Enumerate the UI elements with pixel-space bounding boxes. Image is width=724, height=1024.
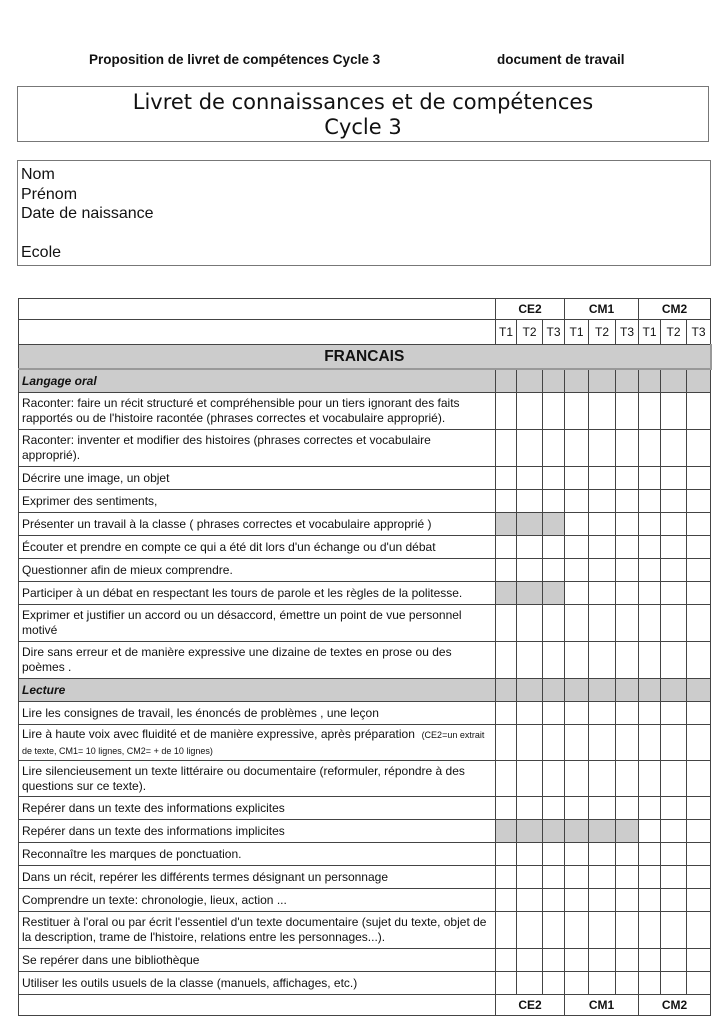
term-cm1-t2: T2	[589, 320, 616, 345]
table-row: Exprimer et justifier un accord ou un désaccord, émettre un point de vue personnel motivé	[19, 605, 711, 642]
document-header	[0, 52, 724, 70]
table-row: Utiliser les outils usuels de la classe (manuels, affichages, etc.)	[19, 972, 711, 995]
label-prenom[interactable]: Prénom	[21, 185, 78, 203]
table-row: Dire sans erreur et de manière expressive une dizaine de textes en prose ou des poèmes .	[19, 642, 711, 679]
levels-footer-row	[19, 995, 711, 1016]
table-row: Lire les consignes de travail, les énoncés de problèmes , une leçon	[19, 702, 711, 725]
table-row: Exprimer des sentiments,	[19, 490, 711, 513]
table-row: Questionner afin de mieux comprendre.	[19, 559, 711, 582]
table-row: Écouter et prendre en compte ce qui a été dit lors d'un échange ou d'un débat	[19, 536, 711, 559]
term-ce2-t1: T1	[496, 320, 517, 345]
title-box	[17, 86, 709, 142]
table-row: Reconnaître les marques de ponctuation.	[19, 843, 711, 866]
footer-level-ce2: CE2	[496, 995, 565, 1016]
footer-level-cm2: CM2	[639, 995, 711, 1016]
label-date-naissance[interactable]: Date de naissance	[21, 205, 154, 222]
table-row: Raconter: inventer et modifier des histoires (phrases correctes et vocabulaire approprié).	[19, 430, 711, 467]
table-row: Comprendre un texte: chronologie, lieux, action ...	[19, 889, 711, 912]
table-row: Repérer dans un texte des informations explicites	[19, 797, 711, 820]
terms-header-row	[19, 320, 711, 345]
term-cm1-t1: T1	[565, 320, 589, 345]
term-cm1-t3: T3	[616, 320, 639, 345]
table-row: Lire silencieusement un texte littéraire ou documentaire (reformuler, répondre à des questions sur ce texte).	[19, 761, 711, 797]
table-row: Raconter: faire un récit structuré et compréhensible pour un tiers ignorant des faits rapportés ou de l'histoire racontée (phrases correctes et vocabulaire approprié).	[19, 393, 711, 430]
student-info-box	[17, 160, 711, 266]
category-lecture: Lecture	[19, 679, 496, 702]
levels-header-row	[19, 299, 711, 320]
header-document-de-travail: document de travail	[497, 52, 625, 67]
term-cm2-t1: T1	[639, 320, 661, 345]
category-lecture-row	[19, 679, 711, 702]
level-cm1: CM1	[565, 299, 639, 320]
title-line-1: Livret de connaissances et de compétences	[132, 90, 594, 114]
table-row: Lire à haute voix avec fluidité et de manière expressive, après préparation (CE2=un extrait de texte, CM1= 10 lignes, CM2= + de 10 lignes)	[19, 725, 711, 761]
table-row: Repérer dans un texte des informations implicites	[19, 820, 711, 843]
table-row: Présenter un travail à la classe ( phrases correctes et vocabulaire approprié )	[19, 513, 711, 536]
term-cm2-t2: T2	[661, 320, 687, 345]
level-cm2: CM2	[639, 299, 711, 320]
competences-table	[18, 298, 712, 1016]
category-langage-oral-row	[19, 369, 711, 393]
title-line-2: Cycle 3	[324, 115, 402, 139]
footer-level-cm1: CM1	[565, 995, 639, 1016]
table-row: Participer à un débat en respectant les tours de parole et les règles de la politesse.	[19, 582, 711, 605]
table-row: Se repérer dans une bibliothèque	[19, 949, 711, 972]
term-ce2-t2: T2	[517, 320, 543, 345]
section-francais: FRANCAIS	[19, 345, 711, 370]
category-langage-oral: Langage oral	[19, 369, 496, 393]
label-nom[interactable]: Nom	[21, 166, 55, 183]
header-proposition: Proposition de livret de compétences Cycle 3	[89, 52, 381, 67]
level-ce2: CE2	[496, 299, 565, 320]
table-row: Restituer à l'oral ou par écrit l'essentiel d'un texte documentaire (sujet du texte, objet de la description, trame de l'histoire, relations entre les personnages...).	[19, 912, 711, 949]
table-row: Décrire une image, un objet	[19, 467, 711, 490]
term-cm2-t3: T3	[687, 320, 711, 345]
label-ecole[interactable]: Ecole	[21, 244, 62, 261]
lecture-note: (CE2=un extrait de texte, CM1= 10 lignes, CM2= + de 10 lignes)	[22, 729, 485, 756]
term-ce2-t3: T3	[543, 320, 565, 345]
table-row: Dans un récit, repérer les différents termes désignant un personnage	[19, 866, 711, 889]
section-francais-row	[19, 345, 711, 370]
